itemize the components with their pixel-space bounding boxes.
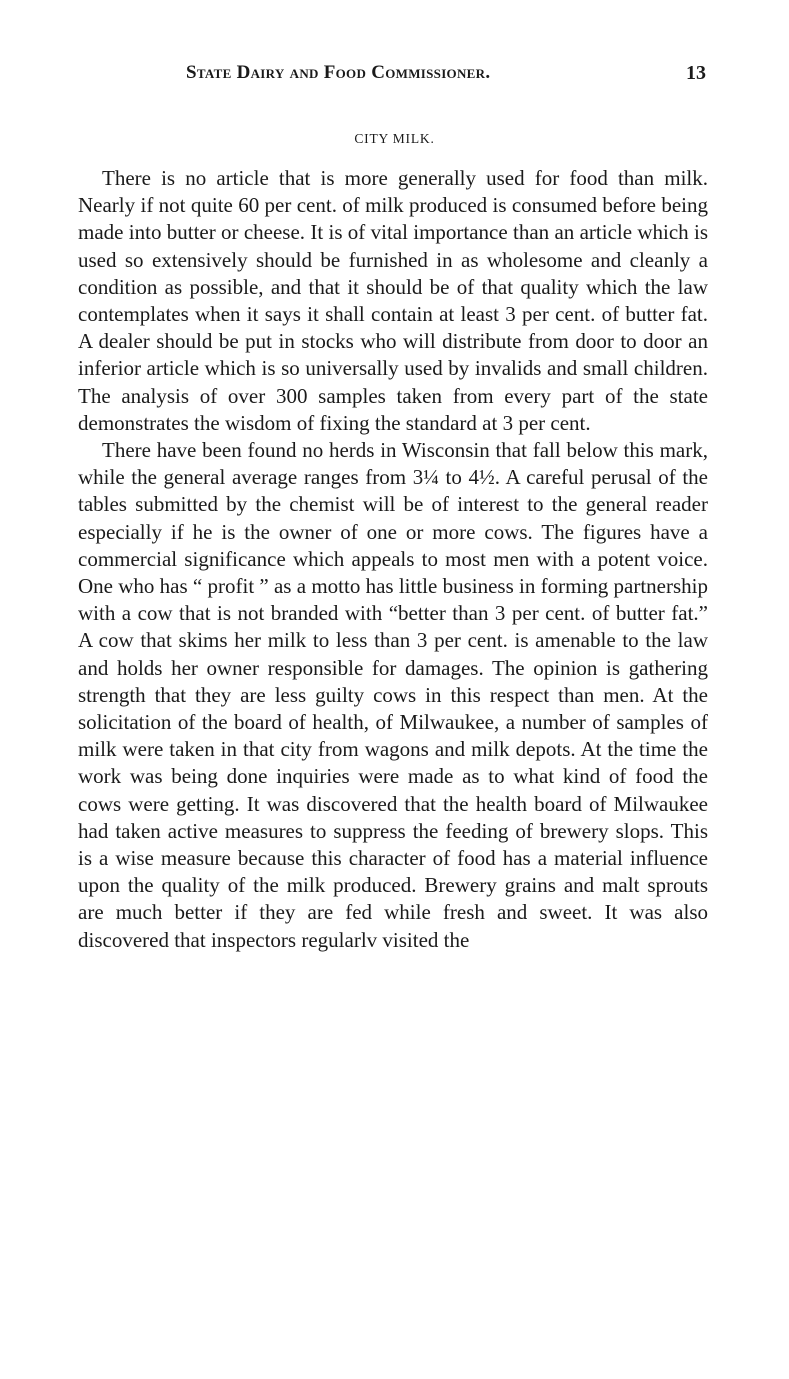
page-number: 13	[686, 62, 706, 84]
paragraph: There is no article that is more generally used for food than milk. Nearly if not quite 60 per cent. of milk produced is consumed before being made into butter or cheese. It is of vital importance than an article which is used so extensively should be furnished in as wholesome and cleanly a condition as possible, and that it should be of that quality which the law contemplates when it says it shall contain at least 3 per cent. of butter fat. A dealer should be put in stocks who will distribute from door to door an inferior article which is so universally used by invalids and small children. The analysis of over 300 samples taken from every part of the state demonstrates the wisdom of fixing the standard at 3 per cent.	[78, 166, 708, 435]
running-head	[186, 62, 706, 92]
paragraph: There have been found no herds in Wisconsin that fall below this mark, while the general average ranges from 3¼ to 4½. A careful perusal of the tables submitted by the chemist will be of interest to the general reader especially if he is the owner of one or more cows. The figures have a commercial significance which appeals to most men with a potent voice. One who has “ profit ” as a motto has little business in forming partnership with a cow that is not branded with “better than 3 per cent. of butter fat.” A cow that skims her milk to less than 3 per cent. is amenable to the law and holds her owner responsible for damages. The opinion is gathering strength that they are less guilty cows in this respect than men. At the solicitation of the board of health, of Milwaukee, a number of samples of milk were taken in that city from wagons and milk depots. At the time the work was being done inquiries were made as to what kind of food the cows were getting. It was discovered that the health board of Milwaukee had taken active measures to suppress the feeding of brewery slops. This is a wise measure because this character of food has a material influence upon the quality of the milk produced. Brewery grains and malt sprouts are much better if they are fed while fresh and sweet. It was also discovered that inspectors regularlv visited the	[78, 438, 708, 952]
running-head-title: State Dairy and Food Commissioner.	[186, 62, 491, 83]
body-text	[78, 165, 708, 954]
section-title: CITY MILK.	[354, 131, 435, 146]
